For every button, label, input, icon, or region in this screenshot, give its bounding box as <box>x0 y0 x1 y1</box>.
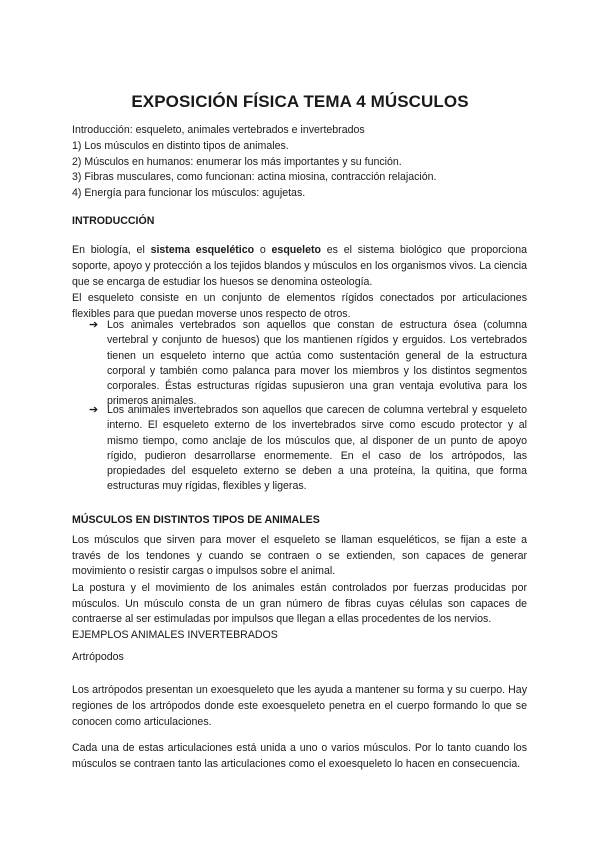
text-run: es el sistema biológico que proporciona soporte, apoyo y protección a los tejidos blandos y músculos en los organismos vivos. La ciencia que se encarga de estudiar los huesos se denomina osteología. <box>72 244 527 288</box>
bullet-vertebrados: Los animales vertebrados son aquellos que constan de estructura ósea (columna vertebral y conjunto de huesos) que los mantienen rígidos y erguidos. Los vertebrados tienen un esqueleto interno que actúa como sustentación general de la estructura corporal y también como palanca para mover los miembros y los distintos segmentos corporales. Éstas estructuras rígidas supusieron una gran ventaja evolutiva para los primeros animales. <box>107 319 527 408</box>
subheading-artropodos: Artrópodos <box>72 651 124 663</box>
intro-list-item: 2) Músculos en humanos: enumerar los más importantes y su función. <box>72 156 402 168</box>
musculos-paragraph-1: Los músculos que sirven para mover el esqueleto se llaman esqueléticos, se fijan a este a través de los tendones y cuando se contraen o se extienden, son capaces de generar movimiento o resistir cargas o impulsos sobre el animal. <box>72 534 527 577</box>
intro-list-item: Introducción: esqueleto, animales vertebrados e invertebrados <box>72 124 365 136</box>
intro-paragraph-2: El esqueleto consiste en un conjunto de elementos rígidos conectados por articulaciones flexibles para que puedan moverse unos respecto de otros. <box>72 292 527 320</box>
artropodos-paragraph-2: Cada una de estas articulaciones está unida a uno o varios músculos. Por lo tanto cuando los músculos se contraen tanto las articulaciones como el exoesqueleto lo hacen en consecuencia. <box>72 742 527 770</box>
bold-term-esqueleto: esqueleto <box>271 244 321 256</box>
section-heading-musculos: MÚSCULOS EN DISTINTOS TIPOS DE ANIMALES <box>72 514 320 526</box>
bold-term-sistema-esqueletico: sistema esquelético <box>150 244 255 256</box>
bullet-invertebrados: Los animales invertebrados son aquellos que carecen de columna vertebral y esqueleto interno. El esqueleto externo de los invertebrados sirve como escudo protector y al mismo tiempo, como anclaje de los músculos que, al disponer de un punto de apoyo rígido, pudieron desarrollarse enormemente. En el caso de los artrópodos, las propiedades del esqueleto externo se deben a una proteína, la quitina, que forma estructuras muy rígidas, flexibles y ligeras. <box>107 404 527 493</box>
arrow-bullet-icon: ➔ <box>89 404 99 416</box>
text-run: o <box>254 244 272 256</box>
page-title: EXPOSICIÓN FÍSICA TEMA 4 MÚSCULOS <box>131 92 469 111</box>
intro-list-item: 1) Los músculos en distinto tipos de animales. <box>72 140 289 152</box>
arrow-bullet-icon: ➔ <box>89 319 99 331</box>
section-heading-introduccion: INTRODUCCIÓN <box>72 215 155 227</box>
intro-paragraph-1 <box>72 242 527 290</box>
subheading-ejemplos: EJEMPLOS ANIMALES INVERTEBRADOS <box>72 629 278 641</box>
musculos-paragraph-2: La postura y el movimiento de los animales están controlados por fuerzas producidas por músculos. Un músculo consta de un gran número de fibras cuyas células son capaces de contraerse al ser estimuladas por impulsos que llegan a ellas procedentes de los nervios. <box>72 582 527 625</box>
intro-list-item: 4) Energía para funcionar los músculos: agujetas. <box>72 187 306 199</box>
text-run: En biología, el <box>72 244 151 256</box>
artropodos-paragraph-1: Los artrópodos presentan un exoesqueleto que les ayuda a mantener su forma y su cuerpo. Hay regiones de los artrópodos donde este exoesqueleto penetra en el cuerpo formando lo que se conocen como articulaciones. <box>72 684 527 728</box>
intro-list-item: 3) Fibras musculares, como funcionan: actina miosina, contracción relajación. <box>72 171 437 183</box>
